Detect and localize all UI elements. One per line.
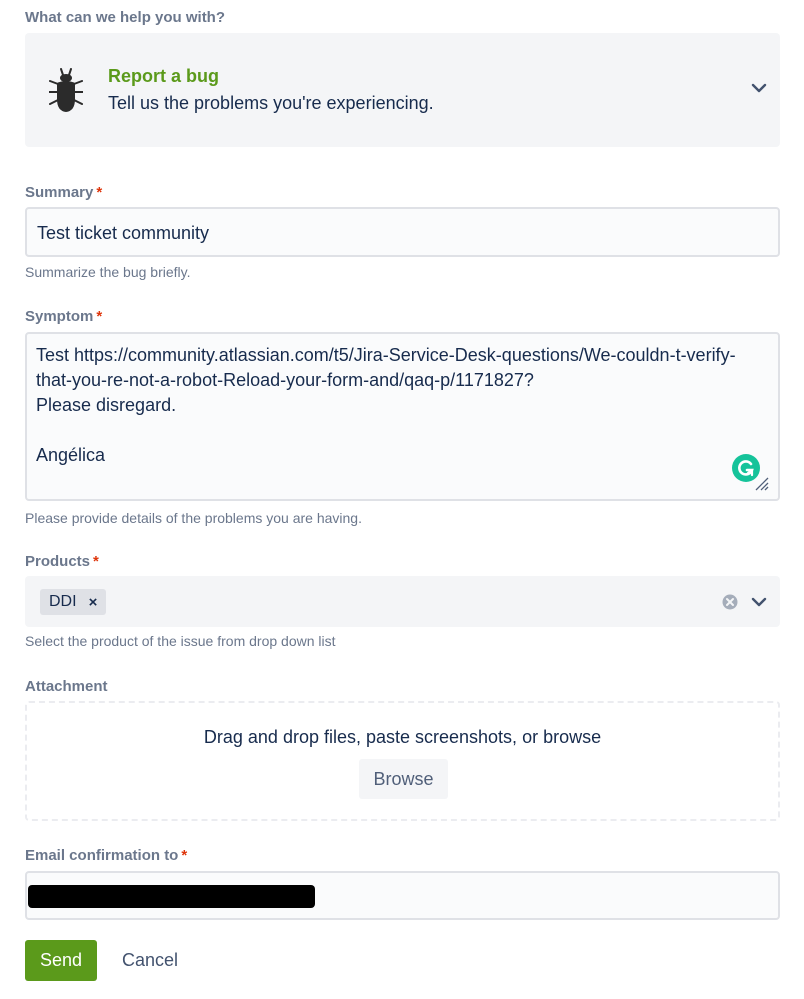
symptom-line: Angélica bbox=[36, 445, 106, 465]
symptom-line bbox=[36, 418, 736, 443]
symptom-label: Symptom * bbox=[25, 308, 103, 325]
browse-button[interactable]: Browse bbox=[359, 759, 448, 799]
products-hint: Select the product of the issue from drop down list bbox=[25, 633, 336, 649]
resize-handle-icon[interactable] bbox=[753, 475, 769, 491]
symptom-textarea[interactable] bbox=[25, 332, 780, 501]
attachment-label: Attachment bbox=[25, 678, 108, 695]
summary-value: Test ticket community bbox=[37, 223, 210, 243]
chevron-down-icon[interactable] bbox=[751, 80, 767, 96]
email-label: Email confirmation to * bbox=[25, 847, 188, 864]
request-type-title: Report a bug bbox=[108, 66, 219, 86]
cancel-button[interactable]: Cancel bbox=[110, 940, 190, 981]
request-type-selector[interactable] bbox=[25, 33, 780, 147]
redacted-email bbox=[28, 885, 315, 908]
clear-icon[interactable] bbox=[722, 594, 738, 610]
symptom-value bbox=[36, 343, 736, 468]
products-label: Products * bbox=[25, 553, 99, 570]
symptom-line: Test https://community.atlassian.com/t5/Jira-Service-Desk-questions/We-couldn-t-verify- bbox=[36, 345, 736, 365]
summary-label: Summary * bbox=[25, 184, 103, 201]
product-chip-label: DDI bbox=[49, 593, 77, 610]
symptom-line: that-you-re-not-a-robot-Reload-your-form-and/qaq-p/1171827? bbox=[36, 370, 534, 390]
attachment-drop-text: Drag and drop files, paste screenshots, or browse bbox=[203, 727, 602, 747]
products-select[interactable] bbox=[25, 576, 780, 627]
summary-hint: Summarize the bug briefly. bbox=[25, 264, 191, 280]
send-button[interactable]: Send bbox=[25, 940, 97, 981]
symptom-line: Please disregard. bbox=[36, 395, 177, 415]
bug-icon bbox=[49, 67, 83, 113]
request-type-description: Tell us the problems you're experiencing. bbox=[108, 93, 434, 113]
chevron-down-icon[interactable] bbox=[751, 594, 767, 610]
symptom-hint: Please provide details of the problems you are having. bbox=[25, 510, 362, 526]
request-type-label: What can we help you with? bbox=[25, 9, 226, 26]
summary-input[interactable] bbox=[25, 207, 780, 257]
product-chip bbox=[40, 589, 106, 615]
email-input[interactable] bbox=[25, 871, 780, 920]
chip-remove-icon[interactable]: × bbox=[88, 593, 98, 611]
attachment-dropzone[interactable] bbox=[25, 701, 780, 821]
